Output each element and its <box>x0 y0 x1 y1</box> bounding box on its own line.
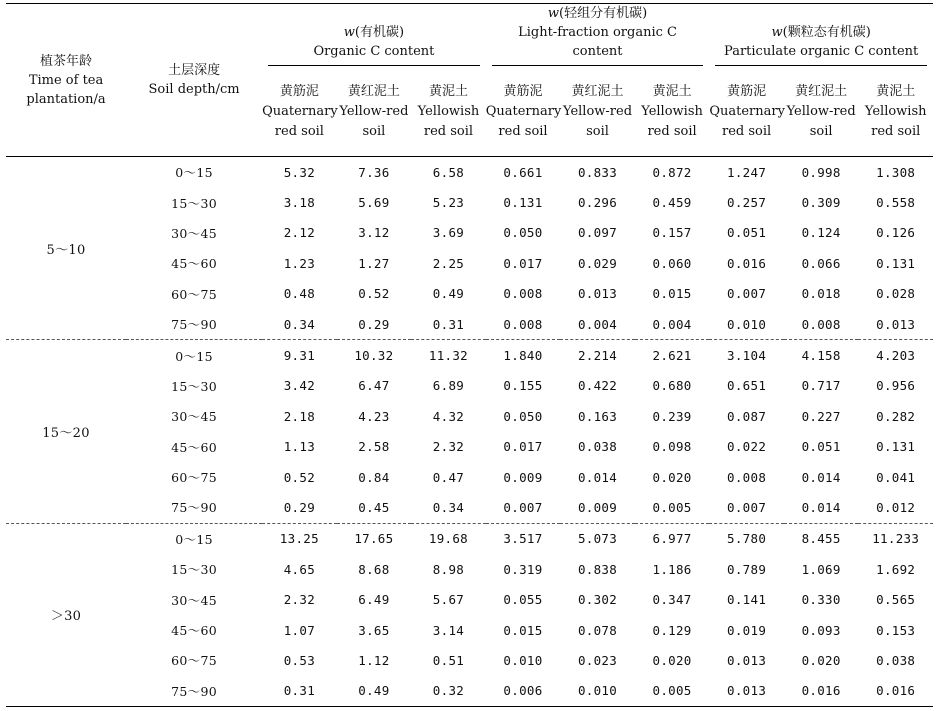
value-cell: 0.014 <box>801 469 841 485</box>
table-row <box>6 492 933 523</box>
value-cell: 0.717 <box>801 378 841 394</box>
value-cell: 0.051 <box>727 225 767 241</box>
value-cell: 0.008 <box>727 469 767 485</box>
table-row <box>6 187 933 217</box>
table-row <box>6 340 933 371</box>
value-cell: 0.51 <box>432 652 465 668</box>
value-cell: 0.013 <box>876 316 916 332</box>
depth-cell: 75～90 <box>171 500 217 516</box>
value-cell: 0.038 <box>876 652 916 668</box>
header-soil-zh: 黄筋泥 <box>503 84 543 99</box>
value-cell: 6.47 <box>358 378 390 394</box>
value-cell: 0.010 <box>727 316 767 332</box>
value-cell: 1.069 <box>801 561 841 577</box>
value-cell: 0.309 <box>801 195 841 211</box>
header-depth-en: Soil depth/cm <box>148 82 240 97</box>
value-cell: 0.098 <box>652 439 692 455</box>
header-soil-en2: soil <box>586 124 609 139</box>
header-soil-en1: Quaternary <box>262 104 338 119</box>
value-cell: 0.016 <box>727 255 767 271</box>
table-body <box>6 157 933 707</box>
value-cell: 0.833 <box>560 157 635 188</box>
value-cell: 0.558 <box>876 195 916 211</box>
value-cell: 0.141 <box>727 592 767 608</box>
header-soil-type <box>262 68 337 157</box>
header-age-en1: Time of tea <box>28 72 104 88</box>
value-cell: 0.015 <box>503 622 543 638</box>
header-soil-en1: Yellow-red <box>786 104 856 119</box>
table-row <box>6 523 933 554</box>
value-cell: 0.84 <box>358 469 390 485</box>
header-group-organic-c <box>262 4 486 69</box>
value-cell: 0.007 <box>727 286 767 302</box>
header-soil-en2: red soil <box>498 124 548 139</box>
header-depth-zh: 土层深度 <box>168 63 221 78</box>
value-cell: 10.32 <box>337 340 412 371</box>
table-row <box>6 401 933 431</box>
depth-cell: 15～30 <box>171 195 217 211</box>
table-row <box>6 218 933 248</box>
value-cell: 0.565 <box>876 592 916 608</box>
value-cell: 0.52 <box>283 469 316 485</box>
value-cell: 17.65 <box>337 523 412 554</box>
header-group-particulate <box>709 4 933 69</box>
value-cell: 3.18 <box>283 195 316 211</box>
value-cell: 6.977 <box>635 523 710 554</box>
header-soil-zh: 黄红泥土 <box>347 84 400 99</box>
value-cell: 0.005 <box>652 499 692 515</box>
table-row <box>6 676 933 707</box>
header-group-w: w <box>547 6 560 21</box>
value-cell: 0.093 <box>801 622 841 638</box>
value-cell: 8.455 <box>784 523 859 554</box>
value-cell: 0.131 <box>876 439 916 455</box>
header-soil-zh: 黄泥土 <box>428 84 468 99</box>
value-cell: 0.661 <box>486 157 561 188</box>
value-cell: 0.302 <box>577 592 618 608</box>
value-cell: 0.023 <box>577 652 618 668</box>
value-cell: 5.780 <box>709 523 784 554</box>
value-cell: 0.319 <box>503 561 543 577</box>
header-soil-zh: 黄筋泥 <box>279 84 319 99</box>
value-cell: 4.23 <box>358 408 390 424</box>
value-cell: 0.014 <box>801 499 841 515</box>
value-cell: 2.214 <box>560 340 635 371</box>
header-soil-en2: soil <box>362 124 386 139</box>
value-cell: 5.69 <box>358 195 390 211</box>
value-cell: 1.07 <box>283 622 316 638</box>
value-cell: 0.239 <box>652 408 692 424</box>
table-row <box>6 584 933 614</box>
value-cell: 0.007 <box>503 499 543 515</box>
value-cell: 1.840 <box>486 340 561 371</box>
value-cell: 0.029 <box>577 255 618 271</box>
value-cell: 0.016 <box>858 676 933 707</box>
value-cell: 0.017 <box>503 439 543 455</box>
value-cell: 0.131 <box>503 195 543 211</box>
value-cell: 1.692 <box>876 561 916 577</box>
value-cell: 0.789 <box>727 561 767 577</box>
value-cell: 0.651 <box>727 378 767 394</box>
header-soil-en1: Yellow-red <box>339 104 409 119</box>
table-row <box>6 309 933 340</box>
value-cell: 0.055 <box>503 592 543 608</box>
value-cell: 0.007 <box>727 499 767 515</box>
value-cell: 0.013 <box>709 676 784 707</box>
value-cell: 8.68 <box>358 561 390 577</box>
value-cell: 0.838 <box>577 561 618 577</box>
value-cell: 0.52 <box>358 286 390 302</box>
value-cell: 0.31 <box>432 316 465 332</box>
value-cell: 2.32 <box>432 439 465 455</box>
value-cell: 0.013 <box>727 652 767 668</box>
value-cell: 0.32 <box>411 676 486 707</box>
value-cell: 0.022 <box>727 439 767 455</box>
header-soil-zh: 黄泥土 <box>652 84 692 99</box>
value-cell: 0.010 <box>560 676 635 707</box>
header-soil-en2: red soil <box>423 124 474 139</box>
value-cell: 0.004 <box>577 316 618 332</box>
value-cell: 1.23 <box>283 255 316 271</box>
data-table-container <box>6 3 933 707</box>
value-cell: 6.89 <box>432 378 465 394</box>
value-cell: 0.041 <box>876 469 916 485</box>
value-cell: 0.129 <box>652 622 692 638</box>
depth-cell: 60～75 <box>171 470 217 486</box>
value-cell: 0.020 <box>652 652 692 668</box>
value-cell: 0.017 <box>503 255 543 271</box>
header-soil-en2: red soil <box>647 124 697 139</box>
header-soil-en1: Yellowish <box>864 104 927 119</box>
value-cell: 0.347 <box>652 592 692 608</box>
value-cell: 0.078 <box>577 622 618 638</box>
value-cell: 0.051 <box>801 439 841 455</box>
value-cell: 5.32 <box>262 157 337 188</box>
age-cell: 15～20 <box>6 340 126 523</box>
depth-cell: 45～60 <box>171 256 217 272</box>
value-cell: 1.308 <box>858 157 933 188</box>
value-cell: 0.004 <box>652 316 692 332</box>
value-cell: 6.49 <box>358 592 390 608</box>
value-cell: 4.65 <box>283 561 316 577</box>
header-soil-en2: red soil <box>274 124 324 139</box>
value-cell: 0.47 <box>432 469 465 485</box>
value-cell: 9.31 <box>262 340 337 371</box>
value-cell: 2.18 <box>283 408 316 424</box>
value-cell: 2.621 <box>635 340 710 371</box>
depth-cell: 0～15 <box>126 340 262 371</box>
value-cell: 0.157 <box>652 225 692 241</box>
header-depth <box>126 4 262 157</box>
value-cell: 0.998 <box>784 157 859 188</box>
value-cell: 0.008 <box>503 316 543 332</box>
value-cell: 0.015 <box>652 286 692 302</box>
value-cell: 3.12 <box>358 225 390 241</box>
header-group-zh: (轻组分有机碳) <box>559 6 648 21</box>
value-cell: 0.49 <box>432 286 465 302</box>
header-soil-en1: Quaternary <box>709 104 785 119</box>
value-cell: 3.104 <box>709 340 784 371</box>
value-cell: 0.009 <box>577 499 618 515</box>
header-soil-en2: soil <box>809 124 833 139</box>
value-cell: 0.29 <box>358 316 390 332</box>
value-cell: 8.98 <box>432 561 465 577</box>
value-cell: 0.012 <box>876 499 916 515</box>
depth-cell: 0～15 <box>126 523 262 554</box>
value-cell: 0.018 <box>801 286 841 302</box>
header-group-w: w <box>343 25 355 40</box>
header-soil-type <box>858 68 933 157</box>
depth-cell: 30～45 <box>171 409 217 425</box>
header-soil-en1: Quaternary <box>485 104 562 119</box>
depth-cell: 15～30 <box>171 378 217 394</box>
value-cell: 0.028 <box>876 286 916 302</box>
value-cell: 0.330 <box>801 592 841 608</box>
value-cell: 3.14 <box>432 622 465 638</box>
soil-carbon-table <box>6 3 933 707</box>
value-cell: 1.186 <box>652 561 692 577</box>
value-cell: 0.038 <box>577 439 618 455</box>
value-cell: 0.227 <box>801 408 841 424</box>
table-row <box>6 554 933 584</box>
value-cell: 0.459 <box>652 195 692 211</box>
value-cell: 0.006 <box>486 676 561 707</box>
value-cell: 0.009 <box>503 469 543 485</box>
header-group-en: Particulate organic C content <box>724 44 919 59</box>
value-cell: 0.020 <box>652 469 692 485</box>
header-soil-en2: red soil <box>871 124 921 139</box>
value-cell: 0.014 <box>577 469 618 485</box>
value-cell: 0.956 <box>876 378 916 394</box>
value-cell: 3.42 <box>283 378 316 394</box>
table-row <box>6 371 933 401</box>
header-soil-zh: 黄筋泥 <box>727 84 767 99</box>
value-cell: 0.019 <box>727 622 767 638</box>
value-cell: 0.126 <box>876 225 916 241</box>
value-cell: 0.34 <box>432 499 465 515</box>
value-cell: 0.050 <box>503 225 543 241</box>
value-cell: 4.203 <box>858 340 933 371</box>
table-header <box>6 4 933 157</box>
depth-cell: 45～60 <box>171 439 217 455</box>
value-cell: 11.233 <box>858 523 933 554</box>
value-cell: 0.872 <box>635 157 710 188</box>
value-cell: 0.016 <box>784 676 859 707</box>
value-cell: 0.155 <box>503 378 543 394</box>
value-cell: 0.153 <box>876 622 916 638</box>
table-row <box>6 645 933 675</box>
value-cell: 0.066 <box>801 255 841 271</box>
value-cell: 1.12 <box>358 652 390 668</box>
value-cell: 2.58 <box>358 439 390 455</box>
value-cell: 0.422 <box>577 378 618 394</box>
table-row <box>6 462 933 492</box>
header-soil-en1: Yellowish <box>641 104 703 119</box>
header-soil-type <box>784 68 859 157</box>
depth-cell: 0～15 <box>126 157 262 188</box>
value-cell: 0.29 <box>283 499 316 515</box>
table-row <box>6 248 933 278</box>
value-cell: 0.680 <box>652 378 692 394</box>
table-row <box>6 157 933 188</box>
value-cell: 11.32 <box>411 340 486 371</box>
header-group-light-fraction <box>486 4 710 69</box>
header-soil-type <box>411 68 486 157</box>
value-cell: 2.12 <box>283 225 316 241</box>
depth-cell: 75～90 <box>171 317 217 333</box>
header-soil-type <box>560 68 635 157</box>
value-cell: 5.23 <box>432 195 465 211</box>
value-cell: 19.68 <box>411 523 486 554</box>
table-row <box>6 615 933 645</box>
value-cell: 0.282 <box>876 408 916 424</box>
value-cell: 3.517 <box>486 523 561 554</box>
value-cell: 4.32 <box>432 408 465 424</box>
value-cell: 6.58 <box>411 157 486 188</box>
header-age-en2: plantation/a <box>26 91 106 107</box>
header-age-zh: 植茶年龄 <box>40 53 93 69</box>
header-group-en: Organic C content <box>313 44 435 59</box>
value-cell: 0.34 <box>283 316 316 332</box>
age-cell: 5～10 <box>6 157 126 340</box>
value-cell: 3.65 <box>358 622 390 638</box>
value-cell: 0.050 <box>503 408 543 424</box>
value-cell: 5.67 <box>432 592 465 608</box>
value-cell: 0.45 <box>358 499 390 515</box>
value-cell: 13.25 <box>262 523 337 554</box>
header-soil-zh: 黄红泥土 <box>795 84 848 99</box>
value-cell: 0.020 <box>801 652 841 668</box>
value-cell: 0.097 <box>577 225 618 241</box>
value-cell: 0.296 <box>577 195 618 211</box>
value-cell: 0.131 <box>876 255 916 271</box>
value-cell: 7.36 <box>337 157 412 188</box>
value-cell: 0.060 <box>652 255 692 271</box>
header-soil-zh: 黄泥土 <box>876 84 916 99</box>
value-cell: 1.13 <box>283 439 316 455</box>
depth-cell: 30～45 <box>171 225 217 241</box>
header-soil-type <box>635 68 710 157</box>
header-soil-type <box>709 68 784 157</box>
value-cell: 0.010 <box>503 652 543 668</box>
value-cell: 0.31 <box>262 676 337 707</box>
header-soil-type <box>486 68 561 157</box>
depth-cell: 75～90 <box>126 676 262 707</box>
value-cell: 1.247 <box>709 157 784 188</box>
depth-cell: 30～45 <box>171 592 217 608</box>
header-group-en: Light-fraction organic C content <box>518 25 677 59</box>
depth-cell: 45～60 <box>171 623 217 639</box>
value-cell: 2.32 <box>283 592 316 608</box>
value-cell: 0.124 <box>801 225 841 241</box>
age-cell: ＞30 <box>6 523 126 706</box>
header-soil-en2: red soil <box>722 124 772 139</box>
header-group-zh: (颗粒态有机碳) <box>782 25 871 40</box>
value-cell: 1.27 <box>358 255 390 271</box>
value-cell: 0.49 <box>337 676 412 707</box>
value-cell: 0.008 <box>503 286 543 302</box>
table-row <box>6 279 933 309</box>
depth-cell: 15～30 <box>171 562 217 578</box>
header-group-w: w <box>771 25 783 40</box>
header-age <box>6 4 126 157</box>
value-cell: 0.087 <box>727 408 767 424</box>
value-cell: 0.163 <box>577 408 618 424</box>
depth-cell: 60～75 <box>171 653 217 669</box>
header-soil-en1: Yellowish <box>417 104 480 119</box>
value-cell: 0.005 <box>635 676 710 707</box>
depth-cell: 60～75 <box>171 286 217 302</box>
value-cell: 0.013 <box>577 286 618 302</box>
value-cell: 0.48 <box>283 286 316 302</box>
value-cell: 0.008 <box>801 316 841 332</box>
value-cell: 5.073 <box>560 523 635 554</box>
header-soil-en1: Yellow-red <box>563 104 633 119</box>
value-cell: 2.25 <box>432 255 465 271</box>
header-soil-type <box>337 68 412 157</box>
value-cell: 0.257 <box>727 195 767 211</box>
value-cell: 0.53 <box>283 652 316 668</box>
value-cell: 3.69 <box>432 225 465 241</box>
header-soil-zh: 黄红泥土 <box>571 84 624 99</box>
value-cell: 4.158 <box>784 340 859 371</box>
table-row <box>6 432 933 462</box>
header-group-zh: (有机碳) <box>354 25 405 40</box>
